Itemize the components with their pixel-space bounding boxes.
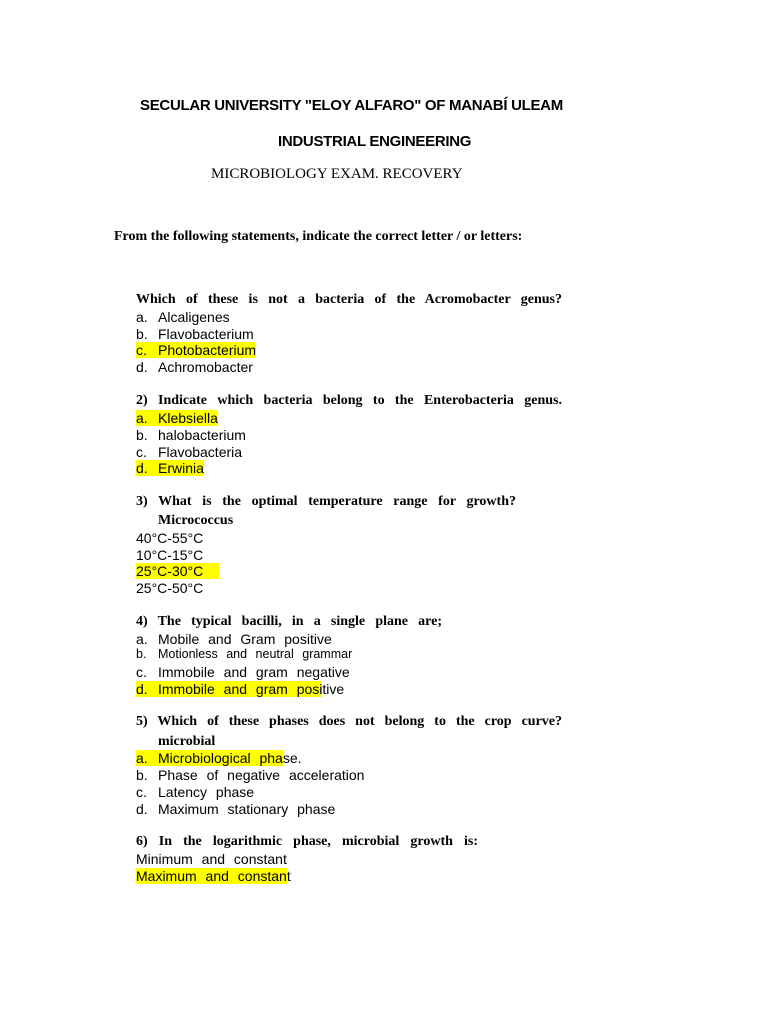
university-title: SECULAR UNIVERSITY "ELOY ALFARO" OF MANABÍ ULEAM — [140, 97, 563, 114]
q4-option-c: c. Immobile and gram negative — [136, 664, 350, 680]
q1-option-d: d. Achromobacter — [136, 359, 253, 375]
q2-option-b: b. halobacterium — [136, 427, 246, 443]
question-5-continuation: microbial — [158, 734, 216, 749]
q5-option-c: c. Latency phase — [136, 784, 255, 800]
q2-option-c: c. Flavobacteria — [136, 444, 243, 460]
q3-option-4: 25°C-50°C — [136, 580, 204, 596]
q6-option-2: Maximum and constant — [136, 868, 291, 884]
program-title: INDUSTRIAL ENGINEERING — [278, 133, 472, 150]
question-3-continuation: Micrococcus — [158, 513, 234, 528]
q1-option-b: b. Flavobacterium — [136, 326, 254, 342]
instructions-text: From the following statements, indicate the correct letter / or letters: — [114, 229, 523, 244]
q2-option-d: d. Erwinia — [136, 460, 204, 476]
q5-option-a: a. Microbiological phase. — [136, 750, 302, 766]
q2-option-a: a. Klebsiella — [136, 410, 218, 426]
question-3-text: 3) What is the optimal temperature range for growth? — [136, 494, 516, 509]
q3-option-1: 40°C-55°C — [136, 530, 204, 546]
q4-option-b: b. Motionless and neutral grammar — [136, 647, 353, 661]
question-4-text: 4) The typical bacilli, in a single plane are; — [136, 614, 442, 629]
question-2-text: 2) Indicate which bacteria belong to the Enterobacteria genus. — [136, 393, 562, 408]
question-1-text: Which of these is not a bacteria of the Acromobacter genus? — [136, 292, 562, 307]
q3-option-2: 10°C-15°C — [136, 547, 204, 563]
q4-option-a: a. Mobile and Gram positive — [136, 631, 332, 647]
q3-option-3: 25°C-30°C — [136, 563, 219, 579]
question-5-text: 5) Which of these phases does not belong to the crop curve? — [136, 714, 562, 729]
q4-option-d: d. Immobile and gram positive — [136, 681, 345, 697]
q6-option-1: Minimum and constant — [136, 851, 287, 867]
q1-option-c: c. Photobacterium — [136, 342, 257, 358]
exam-title: MICROBIOLOGY EXAM. RECOVERY — [211, 166, 463, 182]
q5-option-d: d. Maximum stationary phase — [136, 801, 336, 817]
q5-option-b: b. Phase of negative acceleration — [136, 767, 365, 783]
question-6-text: 6) In the logarithmic phase, microbial growth is: — [136, 834, 478, 849]
q1-option-a: a. Alcaligenes — [136, 309, 230, 325]
